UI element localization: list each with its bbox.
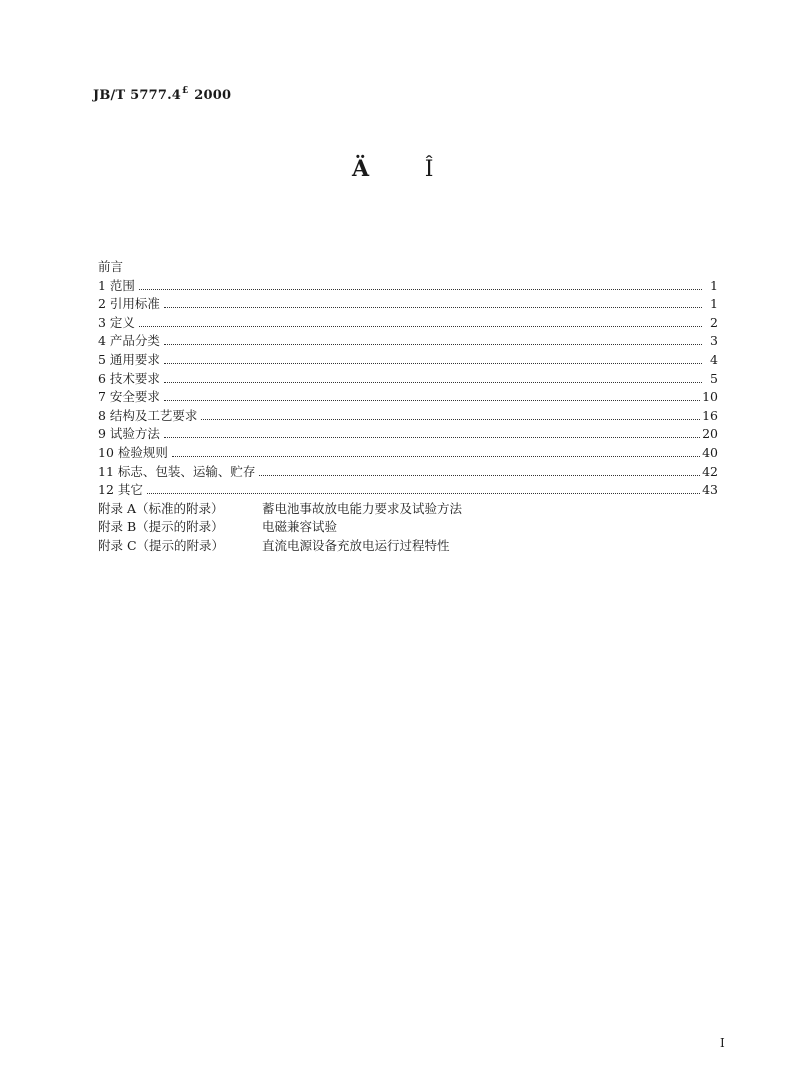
toc-leader-dots — [172, 444, 700, 457]
toc-entry-label: 9 试验方法 — [98, 426, 160, 442]
toc-entry-label: 11 标志、包装、运输、贮存 — [98, 463, 256, 479]
page-number: I — [720, 1036, 725, 1050]
toc-leader-dots — [164, 425, 700, 438]
toc-entry[interactable] — [98, 388, 718, 407]
toc-entry-page: 3 — [710, 333, 718, 349]
toc-preface[interactable]: 前言 — [98, 259, 124, 274]
toc-entry-page: 16 — [702, 407, 718, 423]
toc-appendix[interactable] — [98, 537, 718, 556]
toc-leader-dots — [164, 370, 702, 383]
standard-number — [93, 88, 231, 103]
page-title-part2: Î — [424, 157, 434, 182]
standard-superscript: £ — [182, 86, 189, 96]
toc-leader-dots — [164, 388, 700, 401]
toc-entry-page: 1 — [710, 296, 718, 312]
toc-entry-page: 2 — [710, 314, 718, 330]
toc-entry-label: 3 定义 — [98, 314, 135, 330]
toc-entry-label: 5 通用要求 — [98, 351, 160, 367]
toc-entry[interactable] — [98, 314, 718, 333]
toc-entry[interactable] — [98, 425, 718, 444]
toc-entry-label: 1 范围 — [98, 277, 135, 293]
toc-entry[interactable] — [98, 407, 718, 426]
toc-entry-page: 43 — [702, 482, 718, 498]
toc-entry[interactable] — [98, 481, 718, 500]
toc-entry[interactable] — [98, 295, 718, 314]
toc-entry-label: 8 结构及工艺要求 — [98, 407, 198, 423]
page-title-part1: Ä — [352, 156, 370, 182]
appendix-title: 蓄电池事故放电能力要求及试验方法 — [262, 500, 463, 516]
toc-entry-page: 1 — [710, 277, 718, 293]
toc-appendix[interactable] — [98, 500, 718, 519]
toc-entry-label: 7 安全要求 — [98, 389, 160, 405]
toc-leader-dots — [259, 463, 700, 476]
toc-leader-dots — [164, 332, 702, 345]
toc-entry[interactable] — [98, 277, 718, 296]
table-of-contents — [98, 258, 718, 556]
toc-leader-dots — [147, 481, 700, 494]
toc-entry-page: 5 — [710, 370, 718, 386]
appendix-title: 直流电源设备充放电运行过程特性 — [262, 537, 450, 553]
toc-leader-dots — [201, 407, 700, 420]
toc-entry-label: 10 检验规则 — [98, 444, 168, 460]
toc-entry[interactable] — [98, 463, 718, 482]
standard-prefix: JB/T 5777.4 — [93, 88, 182, 103]
toc-entry-page: 42 — [702, 463, 718, 479]
toc-appendix[interactable] — [98, 518, 718, 537]
toc-entry[interactable] — [98, 370, 718, 389]
toc-entry-page: 20 — [702, 426, 718, 442]
toc-leader-dots — [139, 277, 702, 290]
page-title — [352, 156, 433, 182]
toc-leader-dots — [164, 351, 702, 364]
toc-entry-page: 10 — [702, 389, 718, 405]
toc-entry-label: 12 其它 — [98, 482, 143, 498]
standard-year: 2000 — [194, 88, 232, 103]
appendix-label: 附录 C（提示的附录） — [98, 537, 225, 553]
toc-entry[interactable] — [98, 444, 718, 463]
toc-entry-label: 4 产品分类 — [98, 333, 160, 349]
toc-leader-dots — [164, 295, 702, 308]
toc-entry[interactable] — [98, 351, 718, 370]
toc-entry-page: 40 — [702, 444, 718, 460]
toc-entry[interactable] — [98, 332, 718, 351]
toc-leader-dots — [139, 314, 702, 327]
appendix-label: 附录 A（标准的附录） — [98, 500, 224, 516]
appendix-label: 附录 B（提示的附录） — [98, 519, 224, 535]
appendix-title: 电磁兼容试验 — [262, 519, 338, 535]
toc-entry-label: 6 技术要求 — [98, 370, 160, 386]
toc-entry-page: 4 — [710, 351, 718, 367]
toc-entry-label: 2 引用标准 — [98, 296, 160, 312]
